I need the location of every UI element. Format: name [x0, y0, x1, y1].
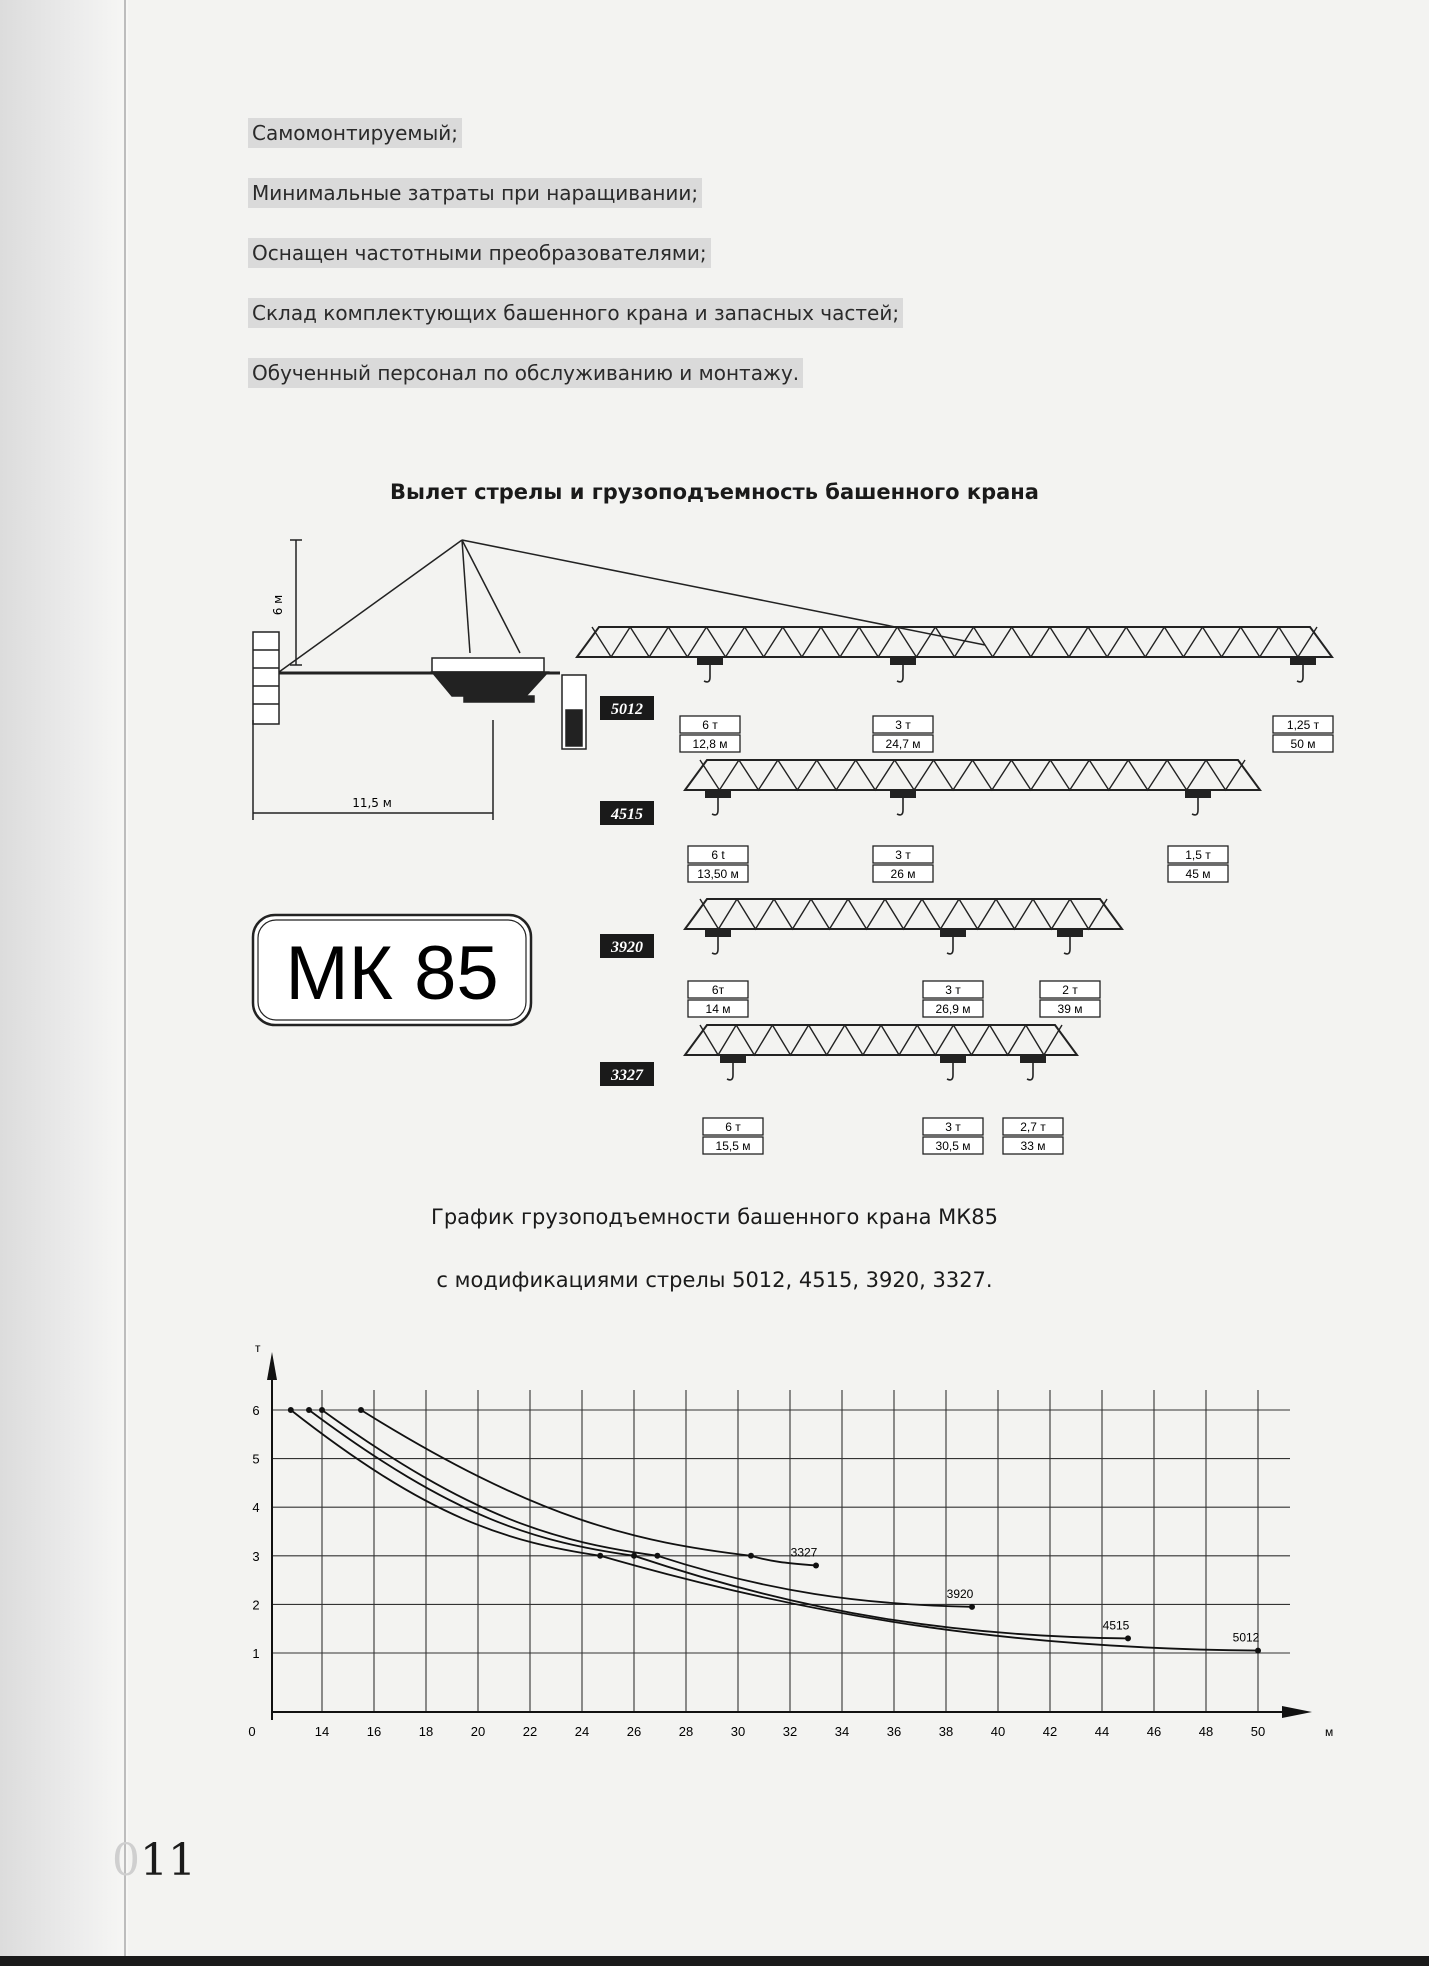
boom-truss-outline [685, 760, 1260, 790]
load-reach-label: 45 м [1185, 867, 1211, 881]
load-weight-label: 3 т [945, 1120, 961, 1134]
series-label: 5012 [1232, 1630, 1260, 1645]
chart-grid [272, 1390, 1290, 1712]
load-reach-label: 24,7 м [885, 737, 921, 751]
hook-3 [1040, 930, 1100, 1017]
data-point [969, 1604, 975, 1610]
crane-structure [253, 540, 985, 820]
hook-2 [923, 930, 983, 1017]
y-axis-arrow [267, 1352, 277, 1380]
boom-code-label: 4515 [611, 806, 643, 823]
x-tick-label: 22 [522, 1724, 538, 1739]
boom-3920 [600, 899, 1122, 1017]
counter-jib-dimension-label: 11,5 м [352, 796, 392, 810]
load-reach-label: 13,50 м [697, 867, 739, 881]
boom-4515 [600, 760, 1260, 882]
hook-icon [704, 665, 710, 682]
boom-code-label: 5012 [611, 701, 643, 718]
load-reach-label: 12,8 м [692, 737, 728, 751]
feature-item-5: Обученный персонал по обслуживанию и монтажу. [248, 358, 803, 388]
x-tick-label: 16 [366, 1724, 382, 1739]
trolley-icon [1020, 1056, 1046, 1063]
y-axis-label: т [255, 1341, 261, 1355]
hook-icon [712, 798, 718, 815]
x-tick-label: 24 [574, 1724, 590, 1739]
boom-code-badge [600, 696, 654, 720]
data-point [654, 1553, 660, 1559]
load-reach-label: 14 м [705, 1002, 731, 1016]
boom-code-badge [600, 934, 654, 958]
boom-5012 [577, 627, 1333, 752]
load-weight-label: 2,7 т [1020, 1120, 1046, 1134]
hook-icon [1297, 665, 1303, 682]
feature-item-4: Склад комплектующих башенного крана и запасных частей; [248, 298, 903, 328]
data-point [288, 1407, 294, 1413]
series-label: 4515 [1102, 1618, 1130, 1633]
data-point [631, 1553, 637, 1559]
x-tick-label: 32 [782, 1724, 798, 1739]
load-reach-label: 39 м [1057, 1002, 1083, 1016]
data-point [358, 1407, 364, 1413]
load-reach-label: 50 м [1290, 737, 1316, 751]
x-tick-label: 14 [314, 1724, 330, 1739]
trolley-icon [697, 658, 723, 665]
trolley-icon [890, 658, 916, 665]
boom-truss-lacing [700, 899, 1107, 929]
load-reach-label: 26 м [890, 867, 916, 881]
load-reach-label: 33 м [1020, 1139, 1046, 1153]
series-line [291, 1410, 1258, 1651]
x-tick-label: 50 [1250, 1724, 1266, 1739]
x-tick-label: 30 [730, 1724, 746, 1739]
feature-item-2: Минимальные затраты при наращивании; [248, 178, 702, 208]
trolley-icon [705, 791, 731, 798]
trolley-icon [705, 930, 731, 937]
x-tick-label: 18 [418, 1724, 434, 1739]
graph-title-line-1: График грузоподъемности башенного крана МК85 [431, 1205, 998, 1229]
x-tick-label: 44 [1094, 1724, 1110, 1739]
boom-3327 [600, 1025, 1077, 1154]
data-point [748, 1553, 754, 1559]
boom-truss-lacing [592, 627, 1317, 657]
load-weight-label: 3 т [895, 848, 911, 862]
hook-3 [1003, 1056, 1063, 1154]
hook-1 [688, 930, 748, 1017]
x-tick-label: 26 [626, 1724, 642, 1739]
hook-icon [1192, 798, 1198, 815]
load-weight-label: 1,25 т [1286, 718, 1320, 732]
x-axis-arrow [1282, 1706, 1312, 1718]
trolley-icon [1290, 658, 1316, 665]
y-tick-label: 4 [252, 1500, 260, 1516]
load-weight-label: 6т [711, 983, 725, 997]
x-tick-label: 28 [678, 1724, 694, 1739]
hook-2 [873, 791, 933, 882]
series-5012 [288, 1407, 1261, 1654]
load-reach-label: 26,9 м [935, 1002, 971, 1016]
boom-reach-diagram [0, 520, 1429, 1180]
model-logo-text: МК 85 [285, 931, 499, 1016]
hook-icon [1027, 1063, 1033, 1080]
boom-code-badge [600, 801, 654, 825]
load-weight-label: 6 т [725, 1120, 741, 1134]
data-point [319, 1407, 325, 1413]
hook-icon [727, 1063, 733, 1080]
load-weight-label: 6 t [711, 848, 725, 862]
data-point [1255, 1648, 1261, 1654]
x-tick-label: 20 [470, 1724, 486, 1739]
hook-2 [873, 658, 933, 752]
y-tick-label: 2 [252, 1597, 260, 1613]
load-reach-label: 30,5 м [935, 1139, 971, 1153]
y-tick-label: 5 [252, 1451, 260, 1467]
trolley-icon [890, 791, 916, 798]
load-weight-label: 6 т [702, 718, 718, 732]
x-tick-label: 42 [1042, 1724, 1058, 1739]
boom-truss-lacing [700, 760, 1245, 790]
feature-item-3: Оснащен частотными преобразователями; [248, 238, 711, 268]
model-logo [253, 915, 531, 1025]
series-line [322, 1410, 972, 1607]
boom-code-badge [600, 1062, 654, 1086]
graph-title-line-2: с модификациями стрелы 5012, 4515, 3920, 3327. [436, 1268, 993, 1292]
hook-1 [703, 1056, 763, 1154]
data-point [1125, 1635, 1131, 1641]
hook-icon [1064, 937, 1070, 954]
hook-3 [1168, 791, 1228, 882]
data-point [306, 1407, 312, 1413]
data-point [597, 1553, 603, 1559]
load-weight-label: 1,5 т [1185, 848, 1211, 862]
boom-truss-outline [685, 1025, 1077, 1055]
load-weight-label: 2 т [1062, 983, 1078, 997]
hook-icon [897, 798, 903, 815]
page-number-visible: 11 [140, 1835, 196, 1886]
hook-3 [1273, 658, 1333, 752]
x-axis-label: м [1325, 1725, 1334, 1739]
boom-variants [577, 627, 1333, 1154]
x-tick-label: 40 [990, 1724, 1006, 1739]
boom-truss-lacing [700, 1025, 1062, 1055]
load-weight-label: 3 т [945, 983, 961, 997]
diagram-title: Вылет стрелы и грузоподъемность башенного крана [390, 480, 1039, 504]
trolley-icon [1057, 930, 1083, 937]
x-tick-label: 38 [938, 1724, 954, 1739]
y-tick-label: 6 [252, 1403, 260, 1418]
series-label: 3920 [946, 1586, 974, 1601]
trolley-icon [720, 1056, 746, 1063]
load-weight-label: 3 т [895, 718, 911, 732]
boom-code-label: 3920 [611, 939, 643, 956]
y-tick-label: 3 [252, 1548, 260, 1564]
page-bottom-edge [0, 1956, 1429, 1966]
load-capacity-chart [0, 1290, 1429, 1770]
trolley-icon [940, 930, 966, 937]
x-tick-label: 48 [1198, 1724, 1214, 1739]
series-label: 3327 [790, 1545, 818, 1560]
hook-1 [688, 791, 748, 882]
series-3920 [319, 1407, 975, 1610]
x-tick-label: 46 [1146, 1724, 1162, 1739]
load-reach-label: 15,5 м [715, 1139, 751, 1153]
boom-code-label: 3327 [611, 1067, 643, 1084]
hook-icon [897, 665, 903, 682]
feature-item-1: Самомонтируемый; [248, 118, 462, 148]
series-line [361, 1410, 816, 1566]
hook-2 [923, 1056, 983, 1154]
boom-truss-outline [685, 899, 1122, 929]
x-tick-label: 36 [886, 1724, 902, 1739]
data-point [813, 1563, 819, 1569]
page-number [112, 1835, 196, 1886]
hook-icon [947, 1063, 953, 1080]
y-tick-label: 1 [252, 1646, 260, 1661]
x-tick-label: 34 [834, 1724, 850, 1739]
trolley-icon [1185, 791, 1211, 798]
hook-icon [947, 937, 953, 954]
hook-1 [680, 658, 740, 752]
x-tick-label: 0 [248, 1724, 256, 1739]
height-dimension-label: 6 м [271, 594, 285, 616]
hook-icon [712, 937, 718, 954]
series-4515 [306, 1407, 1131, 1641]
page-number-faded: 0 [112, 1835, 140, 1886]
trolley-icon [940, 1056, 966, 1063]
